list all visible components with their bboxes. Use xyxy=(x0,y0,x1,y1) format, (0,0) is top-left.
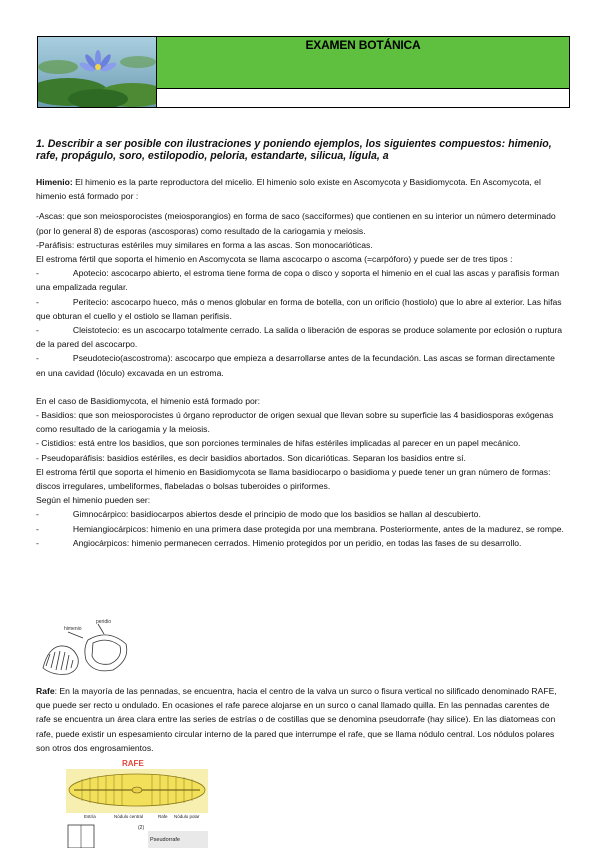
basidio-intro: En el caso de Basidiomycota, el himenio está formado por: xyxy=(36,395,261,406)
basidio-type-text: Hemiangiocárpicos: himenio en una primera dase protegida por una membrana. Posteriormente, antes de la madurez, se rompe. xyxy=(72,523,564,534)
rafe-text: : En la mayoría de las pennadas, se encuentra, hacia el centro de la valva un surco o fisura vertical no silificado denominado RAFE, que puede ser recto u ondulado. En ocasiones el rafe parece alojarse en un surco o canal llamado quilla. En las pennadas carentes de rafe se encuentra un área clara entre las series de estrías o de costillas que se denomina pseudorrafe (hay silice). En las diatomeas con rafe, puede existir un espesamiento circular interno de la pared que interrumpe el rafe, que se llama nódulo central. Los nódulos polares son otros dos engrosamientos. xyxy=(36,686,557,753)
asco-type-item: - Apotecio: ascocarpo abierto, el estroma tiene forma de copa o disco y soporta el himenio en el cual las ascas y parafisis forman una empalizada regular. xyxy=(36,268,560,293)
lotus-photo xyxy=(38,37,157,107)
asco-type-item: - Cleistotecio: es un ascocarpo totalmente cerrado. La salida o liberación de esporas se produce solamente por eclosión o ruptura de la pared del ascocarpo. xyxy=(36,325,563,350)
pseudorrafe-label: Pseudorrafe xyxy=(150,837,180,843)
estroma-paragraph: El estroma fértil que soporta el himenio en Ascomycota se llama ascocarpo o ascoma (=carpóforo) y puede ser de tres tipos : xyxy=(36,254,513,265)
pseudoparafisis-paragraph: - Pseudoparáfisis: basidios estériles, es decir basidios abortados. Son dicarióticas. Separan los basidios entre sí. xyxy=(36,452,466,463)
basidio-type-text: Angiocárpicos: himenio permanecen cerrados. Himenio protegidos por un peridio, en todas las fases de su desarrollo. xyxy=(72,537,522,548)
rafe-figure xyxy=(62,757,212,848)
cistidios-paragraph: - Cistidios: está entre los basidios, que son porciones terminales de hifas estériles implicadas al parecer en un papel mecánico. xyxy=(36,438,521,449)
title-bar xyxy=(157,37,569,56)
rafe-figure-title: RAFE xyxy=(122,759,144,768)
rafe-label-rafe: Rafe xyxy=(158,814,168,819)
rafe-term: Rafe xyxy=(36,686,55,696)
ascas-paragraph: -Ascas: que son meiosporocistes (meiosporangios) en forma de saco (sacciformes) que contienen en su interior un número determinado (por lo general 8) de esporas (ascosporas) como resultado de la cariogamia y meiosis. xyxy=(36,211,556,236)
asco-type-text: Pseudotecio(ascostroma): ascocarpo que empieza a desarrollarse antes de la fecundación. Las ascas se forman directamente en una cavidad (lóculo) excavada en un estroma. xyxy=(36,353,555,378)
sketch-label-himenio: himenio xyxy=(64,626,82,632)
rafe-label-estria: Estría xyxy=(84,814,96,819)
asco-type-item: - Pseudotecio(ascostroma): ascocarpo que empieza a desarrollarse antes de la fecundación. Las ascas se forman directamente en una cavidad (lóculo) excavada en un estroma. xyxy=(36,353,555,378)
asco-type-item: - Peritecio: ascocarpo hueco, más o menos globular en forma de botella, con un orificio (hostiolo) que lo abre al exterior. Las hifas que obturan el cuello y el ostiolo se llaman perifisis. xyxy=(36,296,562,321)
rafe-paragraph xyxy=(36,684,566,755)
basidio-type-item: - Angiocárpicos: himenio permanecen cerrados. Himenio protegidos por un peridio, en todas las fases de su desarrollo. xyxy=(36,537,522,548)
asco-type-text: Peritecio: ascocarpo hueco, más o menos globular en forma de botella, con un orificio (hostiolo) que lo abre al exterior. Las hifas que obturan el cuello y el ostiolo se llaman perifisis. xyxy=(36,296,562,321)
himenio-sketch-figure xyxy=(38,618,138,680)
himenio-section xyxy=(36,175,566,550)
question-heading: 1. Describir a ser posible con ilustraciones y poniendo ejemplos, los siguientes compuestos: himenio, rafe, propágulo, soro, estilopodio, peloria, estandarte, silicua, lígula, a xyxy=(36,138,552,162)
rafe-section xyxy=(36,684,566,755)
rafe-figure-number: (2) xyxy=(138,825,145,831)
basidio-type-text: Gimnocárpico: basidiocarpos abiertos desde el principio de modo que los basidios se hallan al descubierto. xyxy=(72,509,481,520)
basidio-type-item: - Gimnocárpico: basidiocarpos abiertos desde el principio de modo que los basidios se hallan al descubierto. xyxy=(36,509,481,520)
himenio-intro xyxy=(36,175,566,203)
rafe-label-nodulo-central: Nódulo central xyxy=(114,814,144,819)
header-table xyxy=(37,36,570,108)
estroma-basidio-paragraph: El estroma fértil que soporta el himenio en Basidiomycota se llama basidiocarpo o basidioma y puede tener un gran número de formas: discos irregulares, umbeliformes, flabeladas o bolsas tuberoides o piriformes. xyxy=(36,466,551,492)
parafisis-paragraph: -Paráfisis: estructuras estériles muy similares en forma a las ascas. Son monocarióticas. xyxy=(36,239,373,250)
segun-line: Según el himenio pueden ser: xyxy=(36,495,151,506)
himenio-term: Himenio: xyxy=(36,177,73,187)
basidios-paragraph: - Basidios: que son meiosporocistes ú órgano reproductor de origen sexual que llevan sobre su superficie las 4 basidiosporas exógenas como resultado de la cariogamia y la meiosis. xyxy=(36,410,554,435)
rafe-label-nodulo-polar: Nódulo polar xyxy=(174,814,200,819)
basidio-type-item: - Hemiangiocárpicos: himenio en una primera dase protegida por una membrana. Posteriormente, antes de la madurez, se rompe. xyxy=(36,523,564,534)
asco-type-text: Apotecio: ascocarpo abierto, el estroma tiene forma de copa o disco y soporta el himenio en el cual las ascas y parafisis forman una empalizada regular. xyxy=(36,268,560,293)
title-bar-lower xyxy=(157,55,569,89)
himenio-intro-text: El himenio es la parte reproductora del micelio. El himenio solo existe en Ascomycota y Basidiomycota. En Ascomycota, el himenio está formado por : xyxy=(36,177,541,202)
exam-title: EXAMEN BOTÁNICA xyxy=(305,38,421,52)
asco-type-text: Cleistotecio: es un ascocarpo totalmente cerrado. La salida o liberación de esporas se produce solamente por eclosión o ruptura de la pared del ascocarpo. xyxy=(36,325,563,350)
sketch-label-peridio: peridio xyxy=(96,619,112,625)
